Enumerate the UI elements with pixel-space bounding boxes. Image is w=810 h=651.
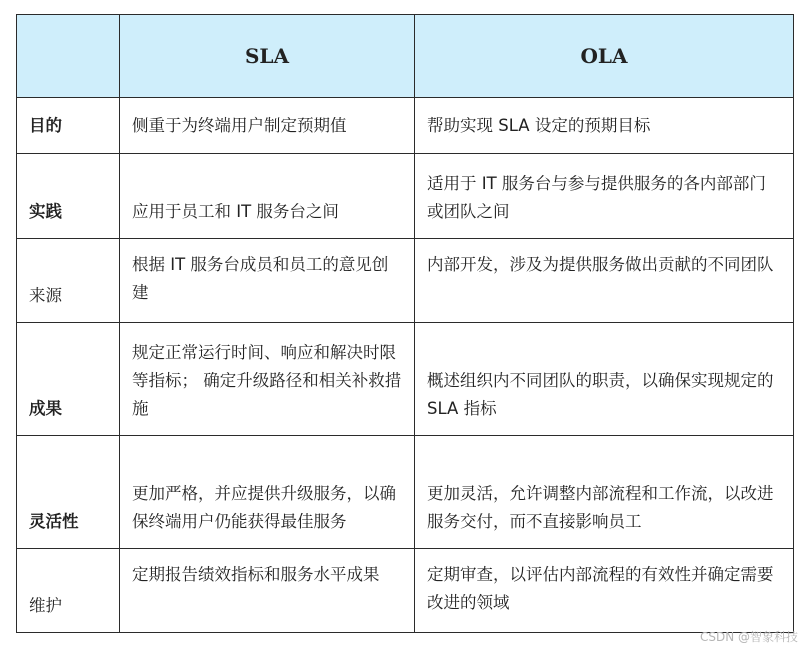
comparison-table	[16, 14, 794, 633]
table-row	[17, 436, 794, 549]
header-sla: SLA	[120, 15, 415, 98]
table-row	[17, 98, 794, 154]
cell-ola-purpose: 帮助实现 SLA 设定的预期目标	[415, 98, 794, 154]
table-header-row	[17, 15, 794, 98]
cell-sla-outcome: 规定正常运行时间、响应和解决时限等指标； 确定升级路径和相关补救措施	[120, 323, 415, 436]
table-row	[17, 549, 794, 633]
cell-sla-purpose: 侧重于为终端用户制定预期值	[120, 98, 415, 154]
table-row	[17, 323, 794, 436]
csdn-watermark: CSDN @智象科技	[699, 630, 798, 644]
cell-sla-maintenance: 定期报告绩效指标和服务水平成果	[120, 549, 415, 633]
cell-ola-maintenance: 定期审查，以评估内部流程的有效性并确定需要改进的领域	[415, 549, 794, 633]
table-row	[17, 239, 794, 323]
row-label-outcome: 成果	[17, 323, 120, 436]
row-label-source: 来源	[17, 239, 120, 323]
row-label-maintenance: 维护	[17, 549, 120, 633]
header-ola: OLA	[415, 15, 794, 98]
row-label-practice: 实践	[17, 154, 120, 239]
row-label-purpose: 目的	[17, 98, 120, 154]
cell-sla-practice: 应用于员工和 IT 服务台之间	[120, 154, 415, 239]
cell-sla-source: 根据 IT 服务台成员和员工的意见创建	[120, 239, 415, 323]
row-label-flexibility: 灵活性	[17, 436, 120, 549]
cell-ola-practice: 适用于 IT 服务台与参与提供服务的各内部部门或团队之间	[415, 154, 794, 239]
cell-sla-flexibility: 更加严格，并应提供升级服务，以确保终端用户仍能获得最佳服务	[120, 436, 415, 549]
cell-ola-flexibility: 更加灵活，允许调整内部流程和工作流，以改进服务交付，而不直接影响员工	[415, 436, 794, 549]
header-corner-cell	[17, 15, 120, 98]
cell-ola-source: 内部开发，涉及为提供服务做出贡献的不同团队	[415, 239, 794, 323]
table-row	[17, 154, 794, 239]
cell-ola-outcome: 概述组织内不同团队的职责，以确保实现规定的 SLA 指标	[415, 323, 794, 436]
